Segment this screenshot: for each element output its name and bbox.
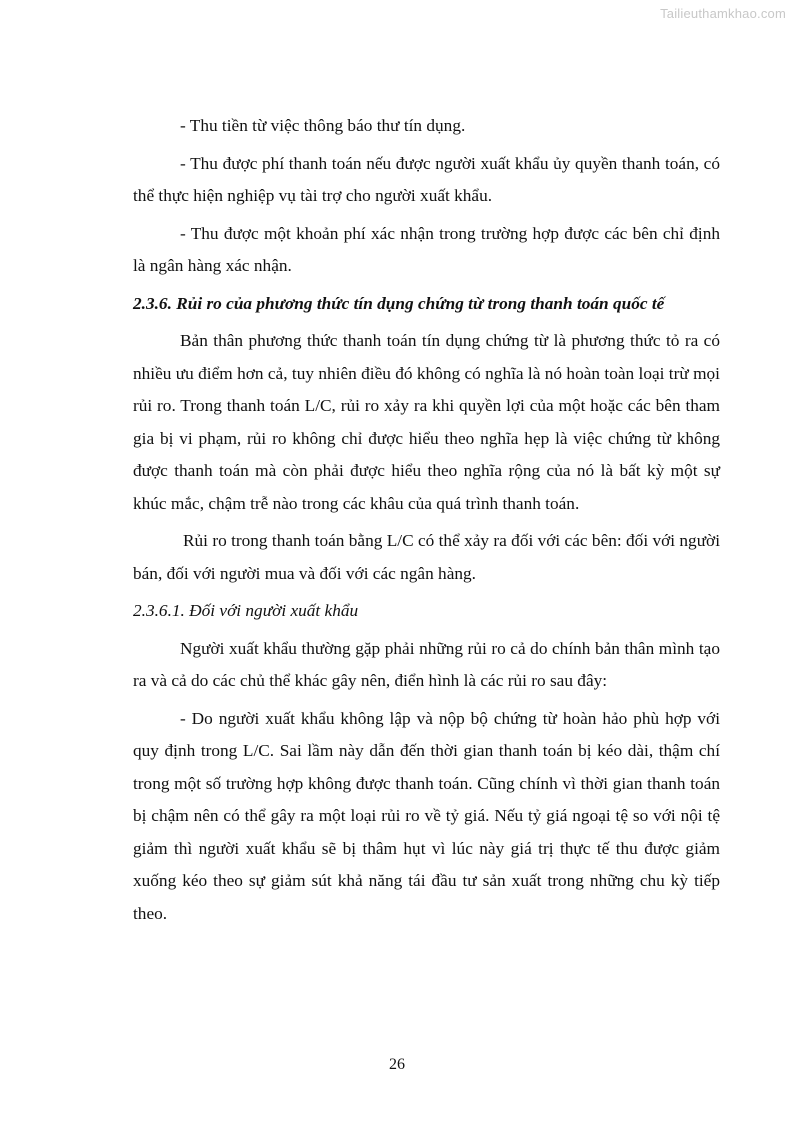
paragraph-confirmation-fee: - Thu được một khoản phí xác nhận trong trường hợp được các bên chỉ định là ngân hàng xác nhận.	[133, 223, 720, 275]
page-number: 26	[389, 1056, 405, 1073]
paragraph-lc-risk-overview: Bản thân phương thức thanh toán tín dụng chứng từ là phương thức tỏ ra có nhiều ưu điểm hơn cả, tuy nhiên điều đó không có nghĩa là nó hoàn toàn loại trừ mọi rủi ro. Trong thanh toán L/C, rủi ro xảy ra khi quyền lợi của một hoặc các bên tham gia bị vi phạm, rủi ro không chỉ được hiểu theo nghĩa hẹp là việc chứng từ không được thanh toán mà còn phải được hiểu theo nghĩa rộng của nó là bất kỳ một sự khúc mắc, chậm trễ nào trong các khâu của quá trình thanh toán.	[133, 331, 720, 513]
paragraph-exporter-risks: Người xuất khẩu thường gặp phải những rủi ro cả do chính bản thân mình tạo ra và cả do các chủ thể khác gây nên, điển hình là các rủi ro sau đây:	[133, 638, 720, 690]
paragraph-fee-notification: - Thu tiền từ việc thông báo thư tín dụng.	[180, 116, 466, 135]
paragraph-lc-risk-parties: Rủi ro trong thanh toán bằng L/C có thể xảy ra đối với các bên: đối với người bán, đối với người mua và đối với các ngân hàng.	[133, 531, 720, 583]
paragraph-documents-risk: - Do người xuất khẩu không lập và nộp bộ chứng từ hoàn hảo phù hợp với quy định trong L/C. Sai lầm này dẫn đến thời gian thanh toán bị kéo dài, thậm chí trong một số trường hợp không được thanh toán. Cũng chính vì thời gian thanh toán bị chậm nên có thể gây ra một loại rủi ro về tỷ giá. Nếu tỷ giá ngoại tệ so với nội tệ giảm thì người xuất khẩu sẽ bị thâm hụt vì lúc này giá trị thực tế thu được giảm xuống kéo theo sự giảm sút khả năng tái đầu tư sản xuất trong những chu kỳ tiếp theo.	[133, 708, 720, 923]
watermark: Tailieuthamkhao.com	[660, 6, 786, 21]
subsection-heading-2-3-6-1: 2.3.6.1. Đối với người xuất khẩu	[133, 601, 359, 620]
paragraph-payment-fee: - Thu được phí thanh toán nếu được người xuất khẩu ủy quyền thanh toán, có thể thực hiện nghiệp vụ tài trợ cho người xuất khẩu.	[133, 153, 720, 205]
page-content	[133, 110, 720, 935]
section-heading-2-3-6: 2.3.6. Rủi ro của phương thức tín dụng chứng từ trong thanh toán quốc tế	[133, 293, 665, 313]
